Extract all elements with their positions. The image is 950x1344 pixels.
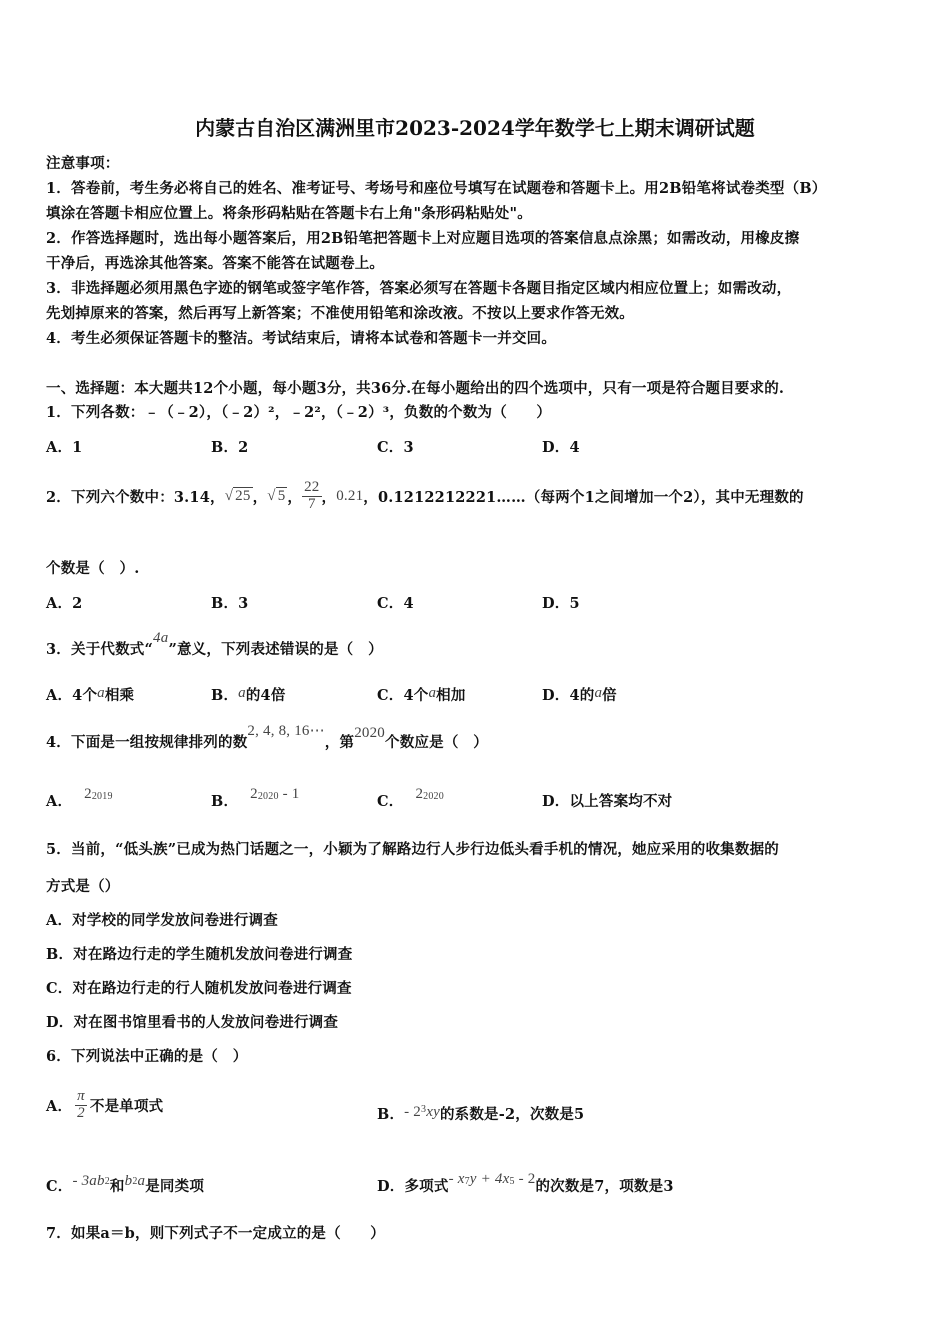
option-b xyxy=(211,786,300,811)
option-b: B．2 xyxy=(211,439,249,456)
option-text: D．4的 xyxy=(542,687,595,704)
option-text: 倍 xyxy=(602,687,617,704)
expression: 4a xyxy=(153,630,169,646)
option-d xyxy=(542,684,617,705)
notice-line: 先划掉原来的答案，然后再写上新答案；不准使用铅笔和涂改液。不按以上要求作答无效。 xyxy=(46,305,634,322)
option-text: A．4个 xyxy=(46,687,98,704)
question-stem: 7．如果a＝b，则下列式子不一定成立的是（ ） xyxy=(46,1225,385,1242)
question-stem xyxy=(46,723,488,752)
option-b: B．3 xyxy=(211,595,249,612)
notice-line: 2．作答选择题时，选出每小题答案后，用2B铅笔把答题卡上对应题目选项的答案信息点涂黑；如需改动，用橡皮擦 xyxy=(46,230,800,247)
power-exponent: 2019 xyxy=(91,791,113,802)
variable: a xyxy=(238,685,246,701)
power-exponent: 2020 xyxy=(257,791,279,802)
section-heading: 一、选择题：本大题共12个小题，每小题3分，共36分.在每小题给出的四个选项中，只有一项是符合题目要求的. xyxy=(46,380,785,397)
numerator: 22 xyxy=(304,478,320,495)
radicand: 25 xyxy=(235,487,251,504)
stem-text: 2．下列六个数中：3.14， xyxy=(46,488,225,506)
exponent: 2 xyxy=(104,1176,110,1187)
option-b xyxy=(377,1103,584,1124)
term: - 3ab xyxy=(72,1173,105,1189)
exponent: 2 xyxy=(132,1176,138,1187)
term: b xyxy=(124,1173,133,1189)
sqrt-25: √ 25 xyxy=(224,487,251,504)
question-stem: 5．当前，“低头族”已成为热门话题之一，小颖为了解路边行人步行边低头看手机的情况，她应采用的收集数据的 xyxy=(46,841,779,858)
option-text: 相加 xyxy=(436,687,466,704)
option-d xyxy=(377,1171,674,1196)
term: a xyxy=(137,1173,146,1189)
question-stem: 6．下列说法中正确的是（ ） xyxy=(46,1048,248,1065)
option-text: 的系数是-2，次数是5 xyxy=(439,1106,585,1123)
exponent: 3 xyxy=(421,1104,427,1115)
variables: xy xyxy=(426,1104,440,1120)
option-a xyxy=(46,1082,163,1128)
option-text: 是同类项 xyxy=(145,1178,205,1195)
exponent: 7 xyxy=(464,1176,470,1187)
option-a: A．2 xyxy=(46,595,83,612)
notice-line: 3．非选择题必须用黑色字迹的钢笔或签字笔作答，答案必须写在答题卡各题目指定区域内相应位置上；如需改动， xyxy=(46,280,792,297)
sequence: 2, 4, 8, 16⋯ xyxy=(247,723,325,739)
question-stem: 2．下列六个数中：3.14， √ 25 ， √ 5 ， $\frac{22}{7}$ ， 0.21 ，0.1212212221……（每两个1之间增加一个2），其中无理数的 xyxy=(46,478,804,512)
option-text: 的4倍 xyxy=(245,687,286,704)
sqrt-5: √ 5 xyxy=(267,487,286,504)
option-label: B． xyxy=(377,1106,405,1123)
term: - x xyxy=(448,1171,465,1187)
option-c xyxy=(46,1175,204,1196)
option-text: D．多项式 xyxy=(377,1178,449,1195)
notice-line: 1．答卷前，考生务必将自己的姓名、准考证号、考场号和座位号填写在试题卷和答题卡上。用2B铅笔将试卷类型（B） xyxy=(46,180,827,197)
option-c: C．4 xyxy=(377,595,414,612)
page-title: 内蒙古自治区满洲里市2023-2024学年数学七上期末调研试题 xyxy=(195,116,755,140)
stem-text: 3．关于代数式“ xyxy=(46,641,154,658)
fraction-22-7 xyxy=(302,480,321,513)
option-c: C．对在路边行走的行人随机发放问卷进行调查 xyxy=(46,980,352,997)
option-a xyxy=(46,786,113,811)
variable: a xyxy=(428,685,437,701)
stem-text: 个数应是（ ） xyxy=(385,734,488,751)
variable: a xyxy=(594,685,603,701)
notice-line: 填涂在答题卡相应位置上。将条形码粘贴在答题卡右上角"条形码粘贴处"。 xyxy=(46,205,532,222)
option-a: A．对学校的同学发放问卷进行调查 xyxy=(46,912,278,929)
option-text: 的次数是7，项数是3 xyxy=(535,1178,674,1195)
power-base: 2 xyxy=(84,786,92,802)
option-label: C． xyxy=(377,793,404,810)
term: y + 4x xyxy=(469,1171,510,1187)
stem-text: ”意义，下列表述错误的是（ ） xyxy=(168,641,383,658)
power-base: 2 xyxy=(415,786,424,802)
option-label: A． xyxy=(46,793,73,810)
option-d: D．以上答案均不对 xyxy=(542,793,673,810)
option-d: D．对在图书馆里看书的人发放问卷进行调查 xyxy=(46,1014,339,1031)
option-text: C．4个 xyxy=(377,687,429,704)
variable: a xyxy=(97,685,105,701)
stem-text: ，第 xyxy=(324,734,355,751)
option-c xyxy=(377,684,466,705)
question-stem-cont: 个数是（ ）. xyxy=(46,560,140,577)
notice-line: 4．考生必须保证答题卡的整洁。考试结束后，请将本试卷和答题卡一并交回。 xyxy=(46,330,557,347)
option-d: D．4 xyxy=(542,439,580,456)
option-text: B． xyxy=(211,687,239,704)
stem-text: ，0.1212212221……（每两个1之间增加一个2），其中无理数的 xyxy=(363,488,804,506)
radicand: 5 xyxy=(277,487,286,504)
repeating-decimal: 0.21 xyxy=(336,487,364,504)
option-d: D．5 xyxy=(542,595,580,612)
question-stem-cont: 方式是（） xyxy=(46,878,120,895)
power-base: 2 xyxy=(250,786,258,802)
power-exponent: 2020 xyxy=(423,791,444,802)
option-c: C．3 xyxy=(377,439,414,456)
exponent: 5 xyxy=(509,1176,515,1187)
option-text: 相乘 xyxy=(104,687,135,704)
term: - 2 xyxy=(514,1171,536,1187)
option-a xyxy=(46,684,134,705)
option-text: 和 xyxy=(109,1178,125,1195)
option-text: 不是单项式 xyxy=(89,1097,164,1115)
option-label: B． xyxy=(211,793,239,810)
stem-text: 4．下面是一组按规律排列的数 xyxy=(46,734,248,751)
option-b: B．对在路边行走的学生随机发放问卷进行调查 xyxy=(46,946,353,963)
option-c xyxy=(377,786,444,811)
fraction-pi-2 xyxy=(75,1089,87,1122)
power-tail: - 1 xyxy=(278,786,300,802)
notice-line: 干净后，再选涂其他答案。答案不能答在试题卷上。 xyxy=(46,255,385,272)
question-stem: 1．下列各数：﹣（﹣2），（﹣2）²，﹣2²，（﹣2）³，负数的个数为（ ） xyxy=(46,404,552,421)
option-label: A． xyxy=(46,1097,73,1115)
coefficient: - 2 xyxy=(404,1104,422,1120)
term-index: 2020 xyxy=(354,725,386,741)
numerator: π xyxy=(77,1087,85,1104)
notice-heading: 注意事项： xyxy=(46,155,120,172)
option-label: C． xyxy=(46,1178,73,1195)
option-b xyxy=(211,684,286,705)
denominator: 2 xyxy=(77,1104,85,1121)
question-stem xyxy=(46,630,383,659)
option-a: A．1 xyxy=(46,439,83,456)
denominator: 7 xyxy=(307,495,316,512)
